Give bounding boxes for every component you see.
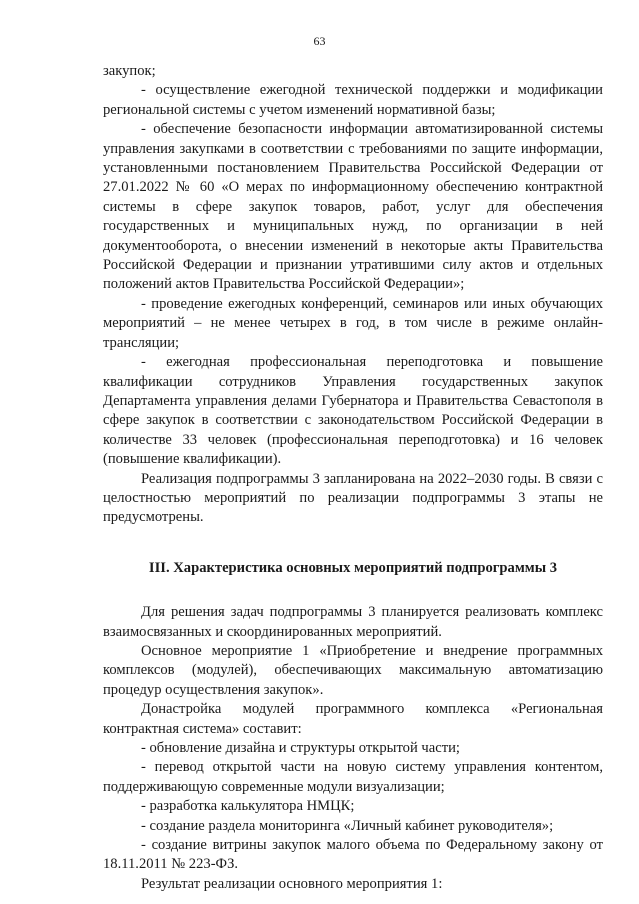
paragraph: закупок; (103, 63, 156, 79)
bullet-paragraph: - проведение ежегодных конференций, семинаров или иных обучающих мероприятий – не менее четырех в год, в том числе в режиме онлайн-трансляции; (103, 295, 603, 351)
document-body (103, 62, 603, 894)
bullet-paragraph: - ежегодная профессиональная переподготовка и повышение квалификации сотрудников Управления государственных закупок Департамента управления делами Губернатора и Правительства Севастополя в сфере закупок в соответствии с законодательством Российской Федерации в количестве 33 человек (профессиональная переподготовка) и 16 человек (повышение квалификации). (103, 354, 603, 468)
bullet-paragraph: - обеспечение безопасности информации автоматизированной системы управления закупками в соответствии с требованиями по защите информации, установленными постановлением Правительства Российской Федерации от 27.01.2022 № 60 «О мерах по информационному обеспечению контрактной системы в сфере закупок товаров, работ, услуг для обеспечения государственных и муниципальных нужд, по организации в ней документооборота, о внесении изменений в некоторые акты Правительства Российской Федерации и признании утратившими силу актов и отдельных положений актов Правительства Российской Федерации»; (103, 121, 603, 293)
bullet-paragraph: - создание раздела мониторинга «Личный кабинет руководителя»; (141, 817, 554, 834)
bullet-paragraph: - разработка калькулятора НМЦК; (141, 798, 355, 815)
paragraph: Реализация подпрограммы 3 запланирована на 2022–2030 годы. В связи с целостностью мероприятий по реализации подпрограммы 3 этапы не предусмотрены. (103, 470, 603, 526)
bullet-paragraph: - создание витрины закупок малого объема по Федеральному закону от 18.11.2011 № 223-ФЗ. (103, 837, 603, 873)
paragraph: Для решения задач подпрограммы 3 планируется реализовать комплекс взаимосвязанных и скоординированных мероприятий. (103, 604, 603, 640)
paragraph: Основное мероприятие 1 «Приобретение и внедрение программных комплексов (модулей), обеспечивающих максимальную автоматизацию процедур осуществления закупок». (103, 642, 603, 698)
bullet-paragraph: - осуществление ежегодной технической поддержки и модификации региональной системы с учетом изменений нормативной базы; (103, 82, 603, 118)
paragraph: Донастройка модулей программного комплекса «Региональная контрактная система» составит: (103, 701, 603, 737)
bullet-paragraph: - перевод открытой части на новую систему управления контентом, поддерживающую современные модули визуализации; (103, 759, 603, 795)
bullet-paragraph: - обновление дизайна и структуры открытой части; (141, 740, 460, 756)
section-heading: III. Характеристика основных мероприятий подпрограммы 3 (148, 559, 558, 576)
page-number: 63 (313, 34, 326, 48)
paragraph: Результат реализации основного мероприятия 1: (141, 875, 443, 892)
